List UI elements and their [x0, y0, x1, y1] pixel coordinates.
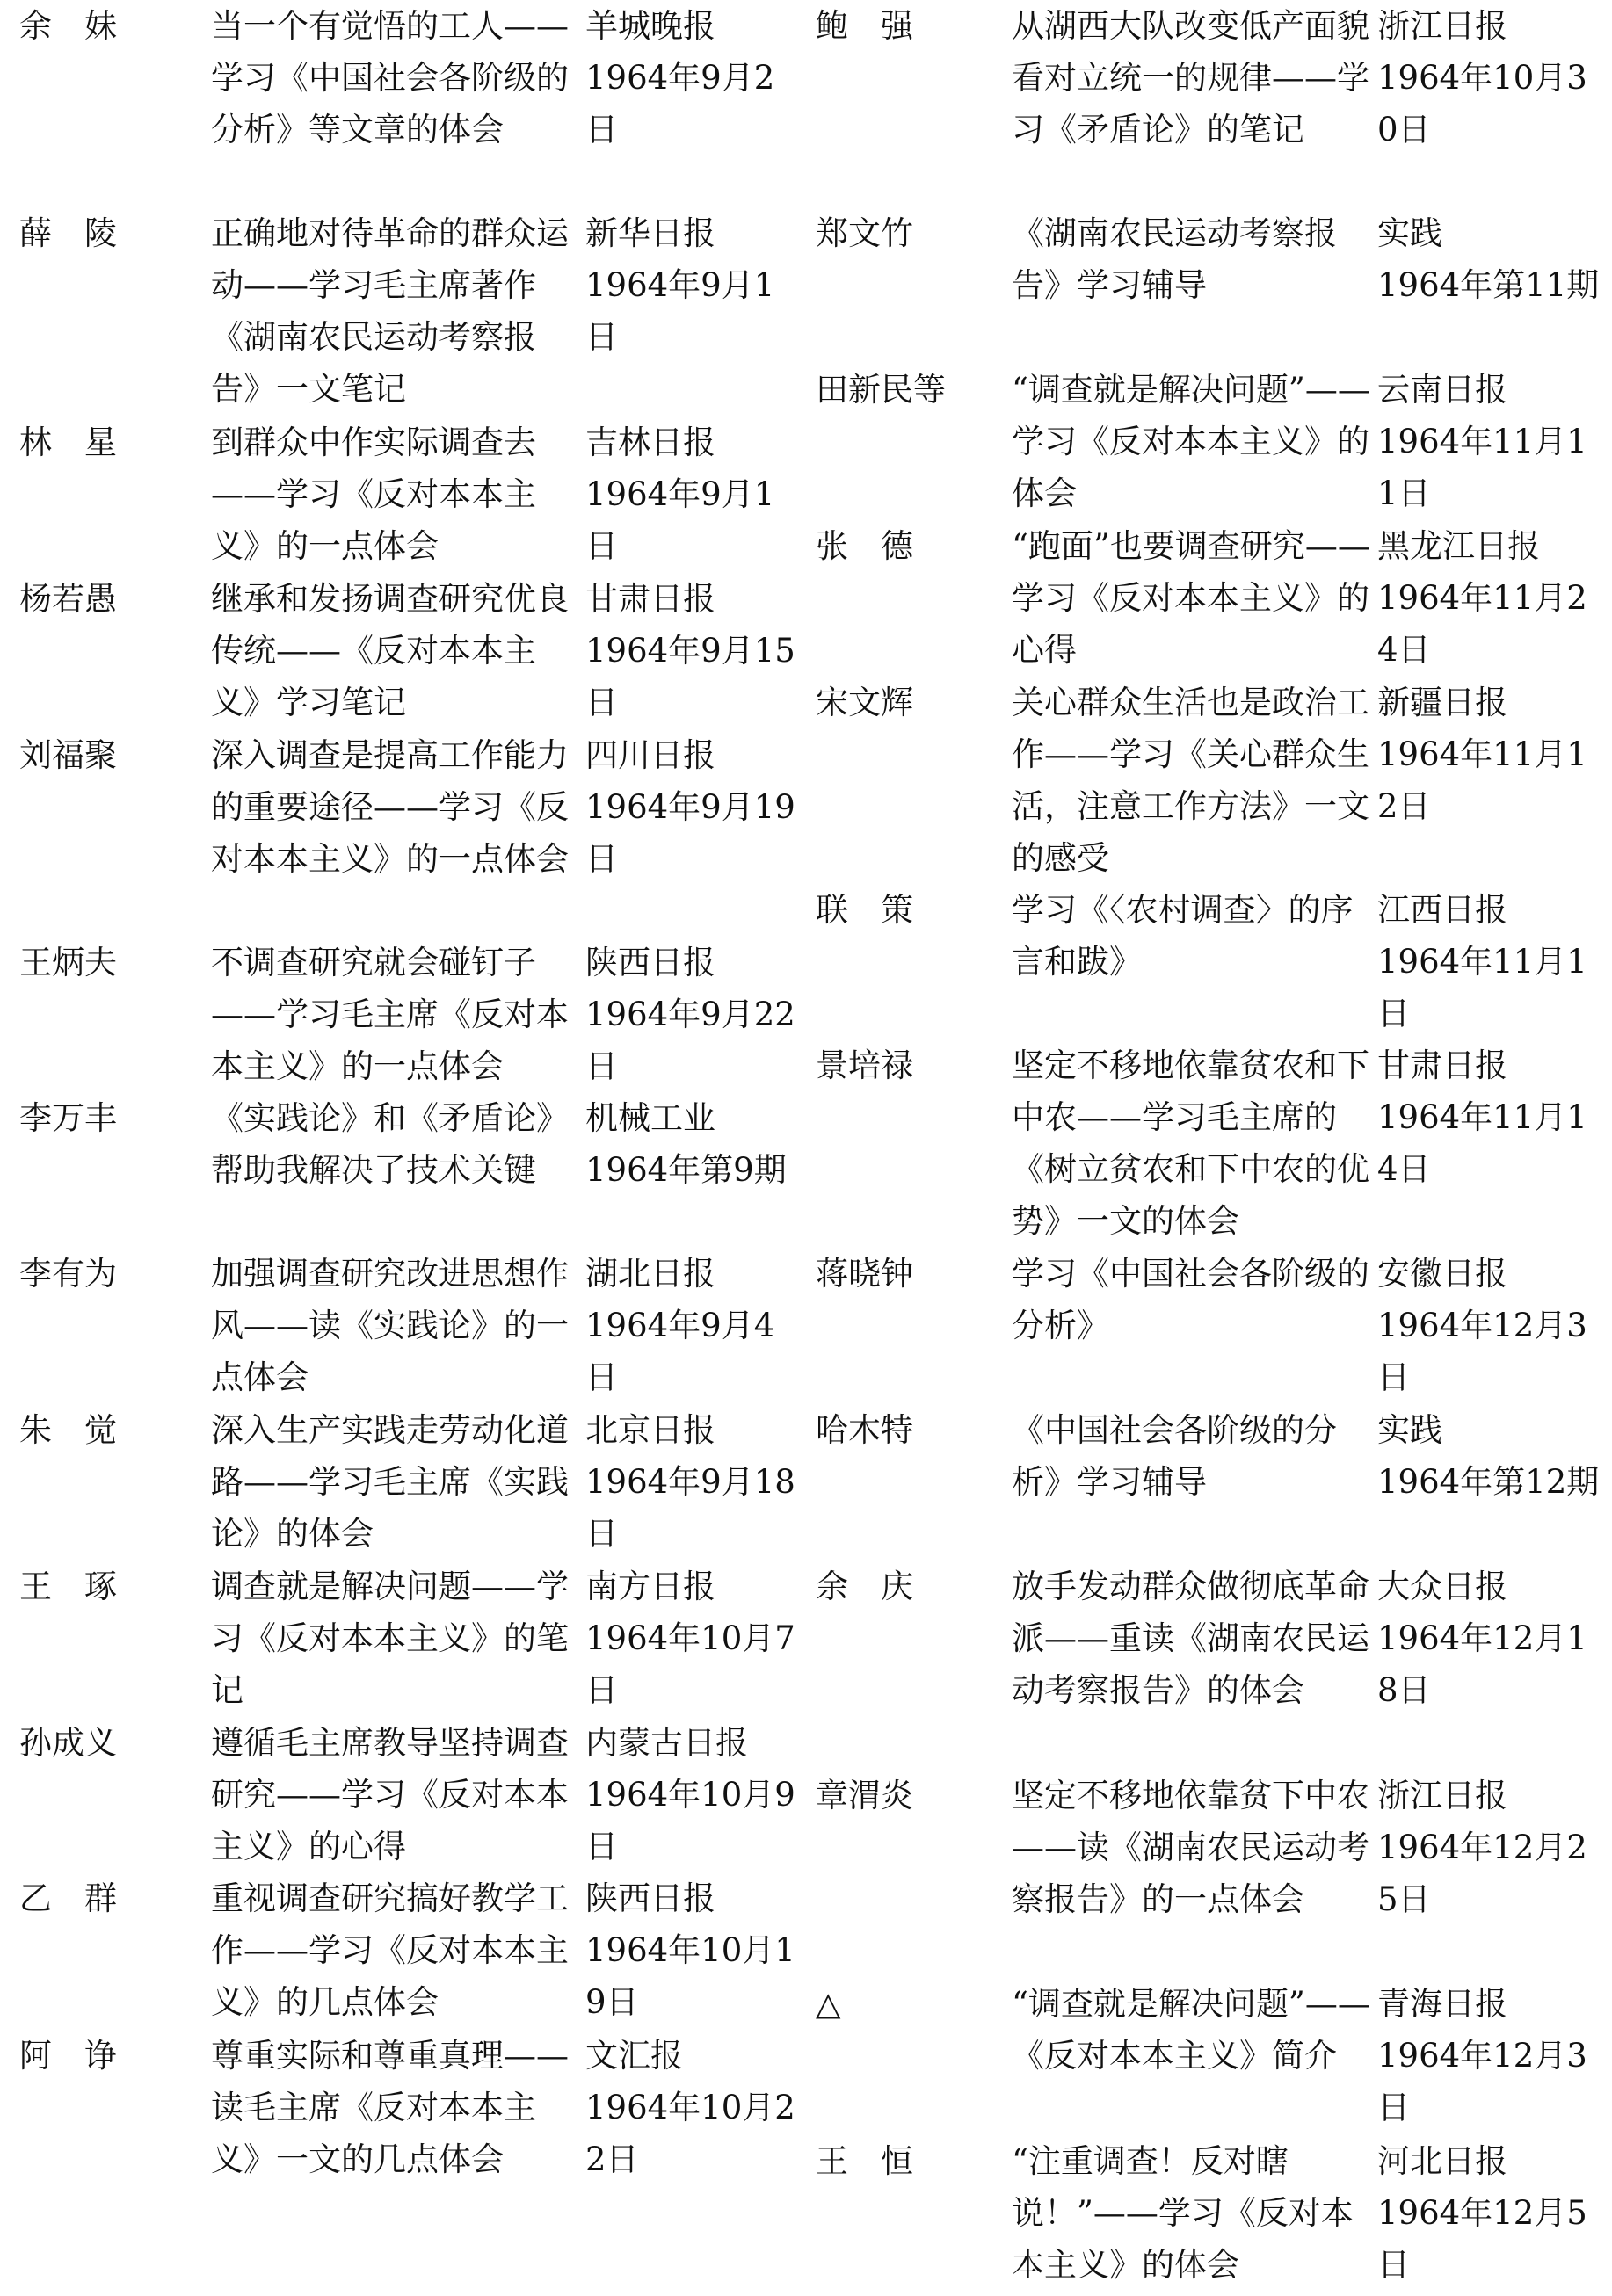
entry-title: 正确地对待革命的群众运动——学习毛主席著作《湖南农民运动考察报告》一文笔记 — [211, 214, 569, 408]
entry-author: 王炳夫 — [19, 944, 117, 981]
entry-title: 不调查研究就会碰钉子——学习毛主席《反对本本主义》的一点体会 — [211, 944, 569, 1085]
entry-date: 1964年9月1日 — [585, 266, 775, 356]
entry-author: 王 琢 — [19, 1568, 117, 1605]
entry-source: 陕西日报 — [585, 1880, 715, 1917]
entry-source: 实践 — [1377, 214, 1442, 252]
entry-author: 乙 群 — [19, 1880, 117, 1917]
entry-author: 王 恒 — [816, 2142, 913, 2180]
entry-source: 湖北日报 — [585, 1255, 715, 1293]
entry-date: 1964年9月2日 — [585, 59, 775, 148]
entry-publication — [1377, 2135, 1608, 2291]
entry-title: 放手发动群众做彻底革命派——重读《湖南农民运动考察报告》的体会 — [1012, 1568, 1369, 1709]
entry-publication — [585, 729, 796, 885]
entry-source: 安徽日报 — [1377, 1255, 1507, 1293]
entry-publication — [585, 1561, 796, 1716]
entry-source: 吉林日报 — [585, 424, 715, 461]
entry-title: 深入生产实践走劳动化道路——学习毛主席《实践论》的体会 — [211, 1411, 569, 1553]
entry-author: 宋文辉 — [816, 684, 913, 721]
entry-author: △ — [816, 1985, 841, 2023]
entry-publication — [1377, 1561, 1608, 1716]
entry-author: 章渭炎 — [816, 1777, 913, 1814]
entry-author: 刘福聚 — [19, 736, 117, 774]
entry-source: 浙江日报 — [1377, 7, 1507, 45]
entry-date: 1964年9月18日 — [585, 1463, 795, 1553]
entry-author: 鲍 强 — [816, 7, 913, 45]
entry-author: 郑文竹 — [816, 214, 913, 252]
entry-date: 1964年第12期 — [1377, 1463, 1600, 1501]
entry-source: 新华日报 — [585, 214, 715, 252]
entry-publication — [1377, 364, 1608, 519]
entry-date: 1964年10月22日 — [585, 2089, 795, 2178]
entry-author: 薛 陵 — [19, 214, 117, 252]
entry-title: 深入调查是提高工作能力的重要途径——学习《反对本本主义》的一点体会 — [211, 736, 569, 878]
entry-publication — [585, 207, 796, 363]
entry-source: 内蒙古日报 — [585, 1724, 748, 1762]
entry-publication — [585, 1248, 796, 1403]
entry-title: 坚定不移地依靠贫农和下中农——学习毛主席的《树立贫农和下中农的优势》一文的体会 — [1012, 1047, 1369, 1240]
entry-title: 重视调查研究搞好教学工作——学习《反对本本主义》的几点体会 — [211, 1880, 569, 2021]
entry-date: 1964年第9期 — [585, 1151, 787, 1189]
entry-date: 1964年第11期 — [1377, 266, 1600, 304]
entry-title: 从湖西大队改变低产面貌看对立统一的规律——学习《矛盾论》的笔记 — [1012, 7, 1369, 148]
entry-date: 1964年10月7日 — [585, 1619, 795, 1709]
entry-publication — [1377, 1404, 1608, 1508]
entry-date: 1964年12月5日 — [1377, 2194, 1587, 2284]
entry-source: 甘肃日报 — [1377, 1047, 1507, 1084]
entry-source: 实践 — [1377, 1411, 1442, 1449]
entry-source: 南方日报 — [585, 1568, 715, 1605]
entry-publication — [1377, 0, 1608, 156]
entry-title: 到群众中作实际调查去——学习《反对本本主义》的一点体会 — [211, 424, 536, 565]
entry-title: 《实践论》和《矛盾论》帮助我解决了技术关键 — [211, 1099, 569, 1189]
entry-source: 机械工业 — [585, 1099, 715, 1137]
entry-date: 1964年11月12日 — [1377, 735, 1587, 825]
entry-publication — [1377, 1978, 1608, 2133]
entry-author: 余 妹 — [19, 7, 117, 45]
entry-source: 大众日报 — [1377, 1568, 1507, 1605]
entry-source: 黑龙江日报 — [1377, 527, 1540, 565]
entry-source: 北京日报 — [585, 1411, 715, 1449]
entry-source: 江西日报 — [1377, 891, 1507, 929]
entry-source: 羊城晚报 — [585, 7, 715, 45]
entry-date: 1964年9月19日 — [585, 788, 795, 878]
entry-publication — [585, 573, 796, 728]
entry-author: 林 星 — [19, 424, 117, 461]
entry-author: 余 庆 — [816, 1568, 913, 1605]
entry-date: 1964年10月30日 — [1377, 59, 1587, 148]
entry-author: 朱 觉 — [19, 1411, 117, 1449]
entry-title: 尊重实际和尊重真理——读毛主席《反对本本主义》一文的几点体会 — [211, 2037, 569, 2178]
entry-date: 1964年11月14日 — [1377, 1098, 1587, 1188]
entry-title: 坚定不移地依靠贫下中农——读《湖南农民运动考察报告》的一点体会 — [1012, 1777, 1369, 1918]
entry-publication — [585, 1092, 796, 1196]
entry-title: “调查就是解决问题”——学习《反对本本主义》的体会 — [1012, 371, 1370, 512]
entry-source: 浙江日报 — [1377, 1777, 1507, 1814]
entry-author: 孙成义 — [19, 1724, 117, 1762]
entry-title: 加强调查研究改进思想作风——读《实践论》的一点体会 — [211, 1255, 569, 1396]
entry-publication — [585, 1872, 796, 2028]
entry-author: 哈木特 — [816, 1411, 913, 1449]
entry-publication — [585, 416, 796, 572]
entry-publication — [1377, 677, 1608, 832]
entry-date: 1964年10月9日 — [585, 1776, 795, 1865]
entry-publication — [1377, 1770, 1608, 1925]
entry-source: 新疆日报 — [1377, 684, 1507, 721]
entry-source: 文汇报 — [585, 2037, 683, 2075]
entry-source: 云南日报 — [1377, 371, 1507, 409]
entry-date: 1964年11月24日 — [1377, 579, 1587, 669]
entry-publication — [585, 1404, 796, 1560]
entry-author: 阿 诤 — [19, 2037, 117, 2075]
entry-publication — [1377, 1248, 1608, 1403]
entry-date: 1964年12月3日 — [1377, 2037, 1587, 2126]
entry-publication — [1377, 884, 1608, 1039]
entry-source: 陕西日报 — [585, 944, 715, 981]
entry-date: 1964年11月11日 — [1377, 423, 1587, 512]
entry-title: 当一个有觉悟的工人——学习《中国社会各阶级的分析》等文章的体会 — [211, 7, 569, 148]
entry-title: “调查就是解决问题”——《反对本本主义》简介 — [1012, 1985, 1370, 2075]
entry-date: 1964年9月22日 — [585, 996, 795, 1085]
entry-date: 1964年11月1日 — [1377, 943, 1587, 1032]
entry-publication — [585, 2030, 796, 2185]
entry-author: 联 策 — [816, 891, 913, 929]
entry-title: 遵循毛主席教导坚持调查研究——学习《反对本本主义》的心得 — [211, 1724, 569, 1865]
entry-title: 学习《中国社会各阶级的分析》 — [1012, 1255, 1369, 1344]
entry-title: “跑面”也要调查研究——学习《反对本本主义》的心得 — [1012, 527, 1370, 669]
entry-author: 杨若愚 — [19, 580, 117, 618]
entry-source: 河北日报 — [1377, 2142, 1507, 2180]
entry-source: 甘肃日报 — [585, 580, 715, 618]
entry-source: 青海日报 — [1377, 1985, 1507, 2023]
entry-date: 1964年10月19日 — [585, 1931, 795, 2021]
entry-date: 1964年9月15日 — [585, 632, 795, 721]
entry-title: 《中国社会各阶级的分析》学习辅导 — [1012, 1411, 1337, 1501]
entry-publication — [1377, 207, 1608, 311]
right-column — [806, 0, 1612, 2296]
entry-publication — [1377, 520, 1608, 676]
entry-author: 蒋晓钟 — [816, 1255, 913, 1293]
entry-title: 继承和发扬调查研究优良传统——《反对本本主义》学习笔记 — [211, 580, 569, 721]
entry-title: 学习《〈农村调查〉的序言和跋》 — [1012, 891, 1354, 981]
entry-title: 《湖南农民运动考察报告》学习辅导 — [1012, 214, 1337, 304]
entry-publication — [585, 937, 796, 1092]
entry-title: 调查就是解决问题——学习《反对本本主义》的笔记 — [211, 1568, 569, 1709]
entry-date: 1964年9月4日 — [585, 1307, 775, 1396]
entry-publication — [585, 1717, 796, 1872]
entry-date: 1964年12月18日 — [1377, 1619, 1587, 1709]
entry-title: 关心群众生活也是政治工作——学习《关心群众生活，注意工作方法》一文的感受 — [1012, 684, 1369, 877]
entry-author: 田新民等 — [816, 371, 946, 409]
entry-author: 李万丰 — [19, 1099, 117, 1137]
entry-date: 1964年9月1日 — [585, 475, 775, 565]
entry-author: 李有为 — [19, 1255, 117, 1293]
entry-date: 1964年12月3日 — [1377, 1307, 1587, 1396]
entry-date: 1964年12月25日 — [1377, 1829, 1587, 1918]
entry-title: “注重调查！反对瞎说！”——学习《反对本本主义》的体会 — [1012, 2142, 1354, 2284]
entry-publication — [1377, 1039, 1608, 1195]
entry-author: 张 德 — [816, 527, 913, 565]
entry-source: 四川日报 — [585, 736, 715, 774]
entry-publication — [585, 0, 796, 156]
entry-author: 景培禄 — [816, 1047, 913, 1084]
